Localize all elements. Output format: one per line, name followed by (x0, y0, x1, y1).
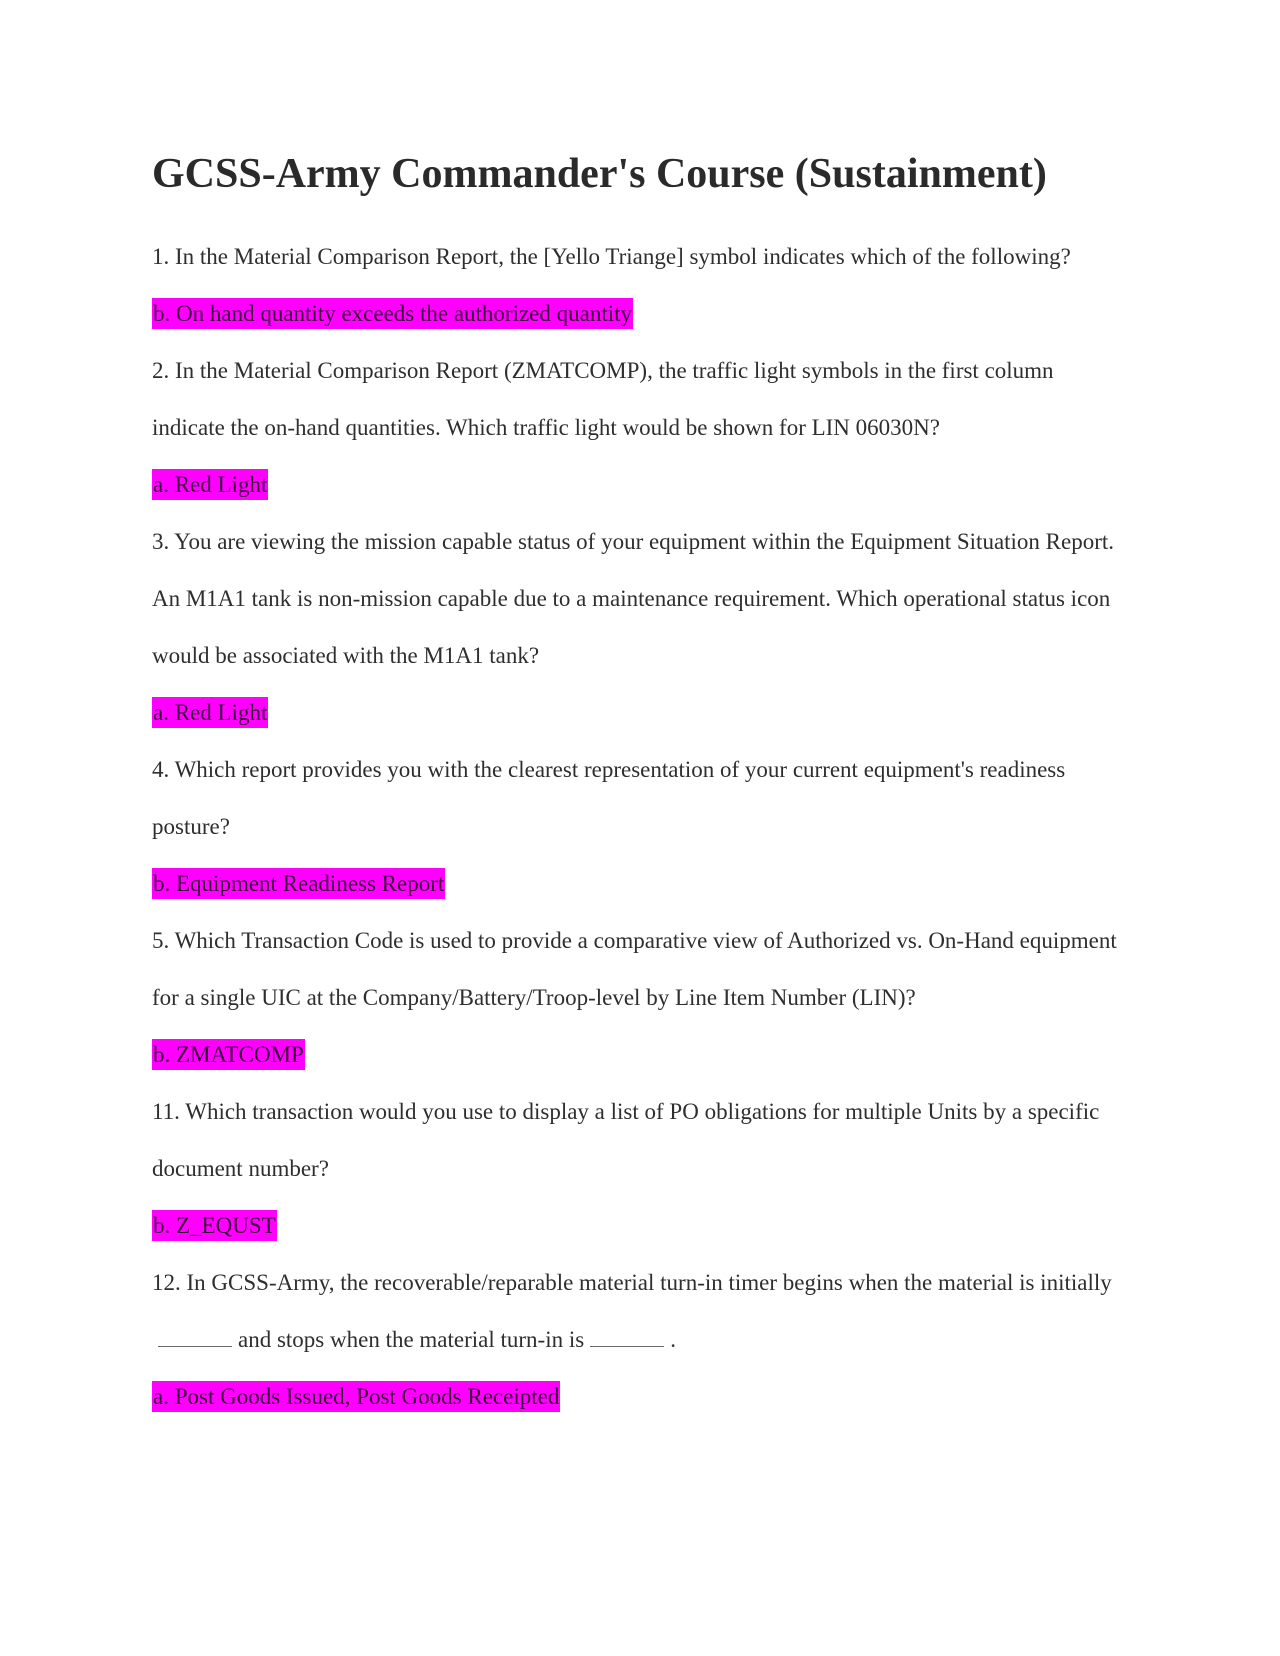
qa-item-1 (152, 228, 1132, 342)
highlighted-answer: a. Post Goods Issued, Post Goods Receipted (152, 1381, 560, 1412)
highlighted-answer: b. ZMATCOMP (152, 1039, 305, 1070)
answer-line (152, 1197, 1132, 1254)
highlighted-answer: b. On hand quantity exceeds the authorized quantity (152, 298, 633, 329)
highlighted-answer: a. Red Light (152, 469, 268, 500)
highlighted-answer: b. Z_EQUST (152, 1210, 277, 1241)
question-text: 2. In the Material Comparison Report (ZMATCOMP), the traffic light symbols in the first column indicate the on-hand quantities. Which traffic light would be shown for LIN 06030N? (152, 358, 1054, 440)
question-text (152, 1254, 1132, 1368)
highlighted-answer: a. Red Light (152, 697, 268, 728)
answer-line (152, 684, 1132, 741)
qa-item-5 (152, 912, 1132, 1083)
fill-in-blank (158, 1328, 232, 1347)
qa-item-2 (152, 342, 1132, 513)
question-text: 4. Which report provides you with the clearest representation of your current equipment's readiness posture? (152, 757, 1066, 839)
answer-line (152, 855, 1132, 912)
answer-line (152, 456, 1132, 513)
answer-line (152, 1026, 1132, 1083)
question-part-2: and stops when the material turn-in is (238, 1327, 585, 1352)
qa-item-4 (152, 741, 1132, 912)
document-title: GCSS-Army Commander's Course (Sustainment) (152, 151, 1047, 197)
qa-item-12 (152, 1254, 1132, 1425)
qa-item-11 (152, 1083, 1132, 1254)
answer-line (152, 1368, 1132, 1425)
fill-in-blank (590, 1328, 664, 1347)
question-part-3: . (670, 1327, 676, 1352)
question-text: 11. Which transaction would you use to display a list of PO obligations for multiple Units by a specific document number? (152, 1099, 1100, 1181)
question-part-1: 12. In GCSS-Army, the recoverable/reparable material turn-in timer begins when the material is initially (152, 1270, 1112, 1295)
question-text: 3. You are viewing the mission capable status of your equipment within the Equipment Situation Report. An M1A1 tank is non-mission capable due to a maintenance requirement. Which operational status icon would be associated with the M1A1 tank? (152, 529, 1115, 668)
question-text: 5. Which Transaction Code is used to provide a comparative view of Authorized vs. On-Hand equipment for a single UIC at the Company/Battery/Troop-level by Line Item Number (LIN)? (152, 928, 1117, 1010)
document-page (152, 146, 1132, 1425)
answer-line (152, 285, 1132, 342)
highlighted-answer: b. Equipment Readiness Report (152, 868, 445, 899)
question-text: 1. In the Material Comparison Report, the [Yello Triange] symbol indicates which of the following? (152, 244, 1071, 269)
qa-item-3 (152, 513, 1132, 741)
